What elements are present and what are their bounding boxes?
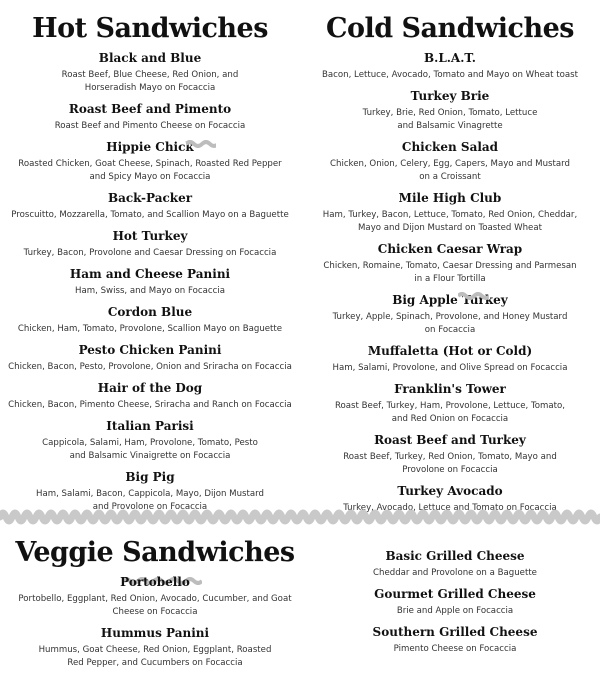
menu-item-description: Chicken, Ham, Tomato, Provolone, Scallion Mayo on Baguette	[17, 324, 283, 334]
menu-item	[300, 292, 600, 337]
hot-sandwiches-list	[0, 50, 300, 514]
menu-item-description: Chicken, Bacon, Pesto, Provolone, Onion and Sriracha on Focaccia	[8, 362, 292, 372]
menu-item-name: Roast Beef and Turkey	[374, 433, 526, 447]
menu-item	[300, 88, 600, 133]
menu-item-description: Chicken, Onion, Celery, Egg, Capers, Mayo and Mustard on a Croissant	[330, 159, 570, 182]
menu-item-description: Turkey, Brie, Red Onion, Tomato, Lettuce and Balsamic Vinagrette	[362, 108, 538, 131]
menu-item-description: Roast Beef and Pimento Cheese on Focaccia	[54, 121, 246, 131]
veggie-sandwiches-list	[0, 574, 310, 670]
menu-item-description: Turkey, Bacon, Provolone and Caesar Dressing on Focaccia	[23, 248, 277, 258]
cold-sandwiches-section	[300, 14, 600, 521]
menu-item-description: Cheddar and Provolone on a Baguette	[373, 568, 537, 578]
menu-item-name: Basic Grilled Cheese	[385, 549, 525, 563]
menu-item-description: Ham, Salami, Provolone, and Olive Spread on Focaccia	[332, 363, 568, 373]
grilled-cheese-section	[310, 548, 600, 662]
menu-item-name: Black and Blue	[98, 51, 202, 65]
menu-item-name: Hair of the Dog	[97, 381, 203, 395]
menu-item-description: Roasted Chicken, Goat Cheese, Spinach, Roasted Red Pepper and Spicy Mayo on Focaccia	[18, 159, 282, 182]
menu-item	[300, 190, 600, 235]
menu-item	[0, 625, 310, 670]
menu-item-description: Brie and Apple on Focaccia	[396, 606, 514, 616]
menu-item-name: Big Pig	[125, 470, 175, 484]
veggie-sandwiches-section	[0, 538, 310, 676]
menu-item	[0, 418, 300, 463]
menu-item	[300, 241, 600, 286]
menu-item	[0, 139, 300, 184]
menu-item	[0, 574, 310, 619]
menu-item	[0, 342, 300, 374]
menu-item-name: Hummus Panini	[100, 626, 210, 640]
menu-item-description: Ham, Swiss, and Mayo on Focaccia	[75, 286, 225, 296]
menu-item	[300, 432, 600, 477]
menu-item	[0, 380, 300, 412]
menu-item-name: Portobello	[120, 575, 190, 589]
menu-item-name: Hot Turkey	[112, 229, 188, 243]
menu-item-name: Hippie Chick	[106, 140, 194, 154]
menu-item-name: Turkey Avocado	[397, 484, 503, 498]
menu-item-description: Hummus, Goat Cheese, Red Onion, Eggplant, Roasted Red Pepper, and Cucumbers on Focaccia	[38, 645, 272, 668]
veggie-sandwiches-heading: Veggie Sandwiches	[15, 537, 295, 568]
menu-item-description: Chicken, Romaine, Tomato, Caesar Dressing and Parmesan in a Flour Tortilla	[323, 261, 577, 284]
menu-item-name: B.L.A.T.	[424, 51, 476, 65]
menu-item-description: Bacon, Lettuce, Avocado, Tomato and Mayo on Wheat toast	[322, 70, 578, 80]
menu-item-name: Gourmet Grilled Cheese	[374, 587, 536, 601]
menu-item-description: Ham, Turkey, Bacon, Lettuce, Tomato, Red Onion, Cheddar, Mayo and Dijon Mustard on Toasted Wheat	[322, 210, 578, 233]
menu-item-description: Cappicola, Salami, Ham, Provolone, Tomato, Pesto and Balsamic Vinaigrette on Focaccia	[42, 438, 258, 461]
menu-item	[0, 304, 300, 336]
menu-item	[310, 586, 600, 618]
menu-item	[310, 624, 600, 656]
menu-item-description: Roast Beef, Blue Cheese, Red Onion, and Horseradish Mayo on Focaccia	[61, 70, 239, 93]
menu-item	[0, 50, 300, 95]
menu-item	[0, 266, 300, 298]
grilled-cheese-list	[310, 548, 600, 656]
hot-sandwiches-heading: Hot Sandwiches	[32, 13, 268, 44]
menu-item-name: Pesto Chicken Panini	[78, 343, 222, 357]
menu-item	[300, 343, 600, 375]
cold-sandwiches-heading: Cold Sandwiches	[326, 13, 574, 44]
menu-item-description: Chicken, Bacon, Pimento Cheese, Sriracha and Ranch on Focaccia	[8, 400, 292, 410]
menu-item-name: Big Apple Turkey	[392, 293, 508, 307]
menu-item	[300, 50, 600, 82]
menu-item-description: Turkey, Avocado, Lettuce and Tomato on Focaccia	[343, 503, 557, 513]
squiggle-decoration	[186, 140, 216, 148]
menu-item-name: Chicken Salad	[401, 140, 499, 154]
menu-item-description: Pimento Cheese on Focaccia	[393, 644, 517, 654]
menu-item-name: Muffaletta (Hot or Cold)	[367, 344, 533, 358]
menu-item-description: Roast Beef, Turkey, Ham, Provolone, Lettuce, Tomato, and Red Onion on Focaccia	[334, 401, 566, 424]
menu-item-name: Ham and Cheese Panini	[69, 267, 231, 281]
cold-sandwiches-list	[300, 50, 600, 515]
menu-item	[300, 139, 600, 184]
menu-item-description: Turkey, Apple, Spinach, Provolone, and Honey Mustard on Focaccia	[332, 312, 568, 335]
menu-item	[310, 548, 600, 580]
menu-item-name: Turkey Brie	[410, 89, 490, 103]
menu-item-name: Southern Grilled Cheese	[372, 625, 538, 639]
menu-item-name: Cordon Blue	[107, 305, 193, 319]
menu-item-name: Back-Packer	[107, 191, 193, 205]
menu-item	[0, 228, 300, 260]
menu-item-description: Roast Beef, Turkey, Red Onion, Tomato, Mayo and Provolone on Focaccia	[343, 452, 557, 475]
hot-sandwiches-section	[0, 14, 300, 520]
menu-item-description: Proscuitto, Mozzarella, Tomato, and Scallion Mayo on a Baguette	[11, 210, 289, 220]
menu-item	[0, 190, 300, 222]
menu-item-description: Ham, Salami, Bacon, Cappicola, Mayo, Dijon Mustard and Provolone on Focaccia	[35, 489, 264, 512]
menu-item	[300, 381, 600, 426]
wavy-divider	[0, 505, 600, 529]
menu-item-name: Franklin's Tower	[394, 382, 506, 396]
menu-item-name: Roast Beef and Pimento	[68, 102, 232, 116]
menu-item-name: Italian Parisi	[106, 419, 194, 433]
squiggle-decoration	[458, 292, 488, 300]
menu-item	[0, 101, 300, 133]
menu-item-name: Mile High Club	[398, 191, 502, 205]
menu-item-name: Chicken Caesar Wrap	[377, 242, 523, 256]
menu-item-description: Portobello, Eggplant, Red Onion, Avocado, Cucumber, and Goat Cheese on Focaccia	[18, 594, 292, 617]
